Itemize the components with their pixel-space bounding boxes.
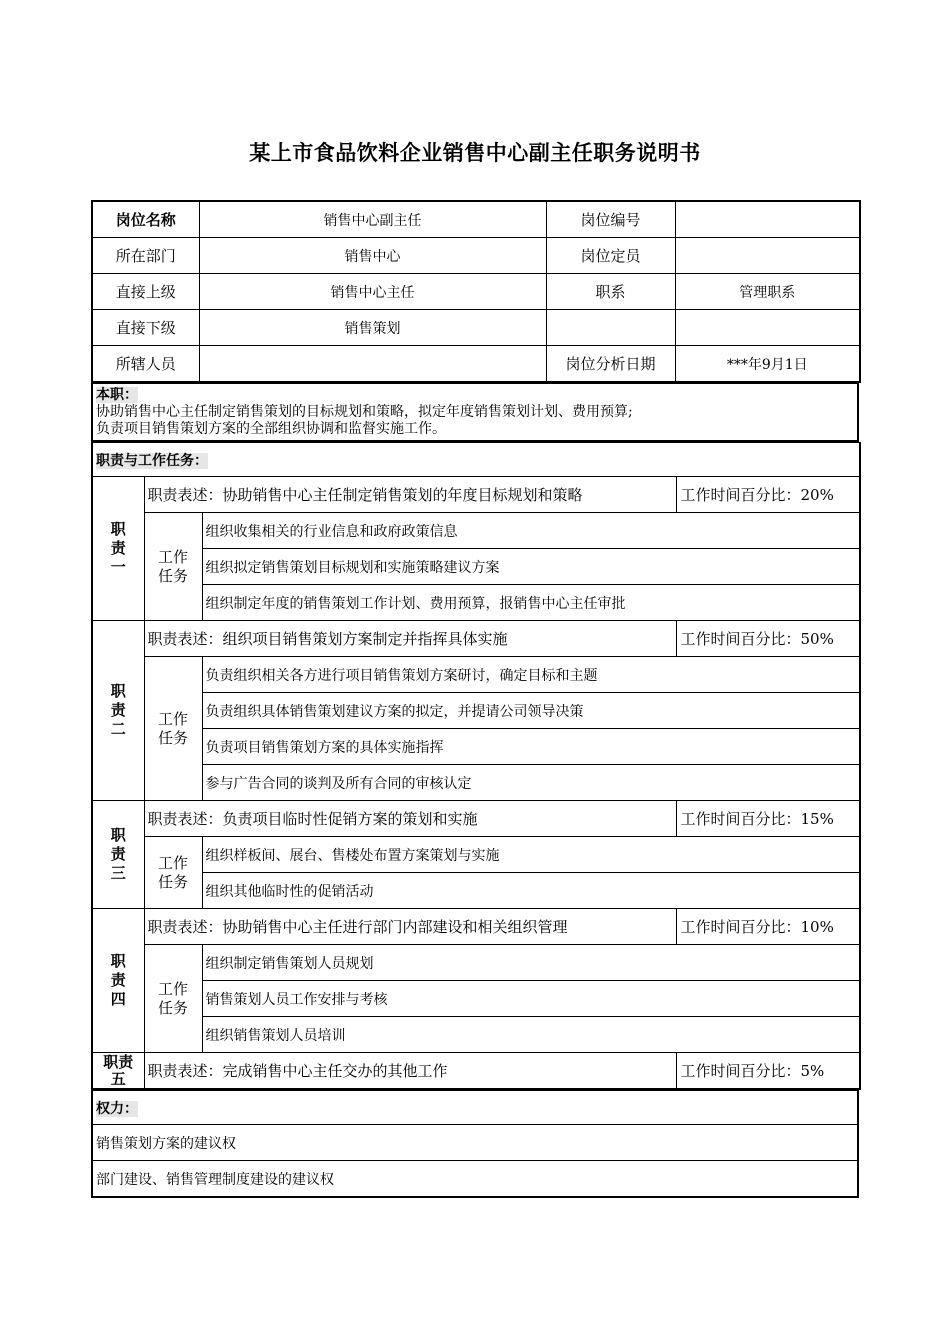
duty-percentage: 工作时间百分比：15%: [676, 801, 860, 837]
duty-name: 职责 五: [92, 1053, 144, 1090]
duty-percentage: 工作时间百分比：50%: [676, 621, 860, 657]
work-tasks-label: 工作 任务: [144, 657, 202, 801]
authority-heading: 权力：: [96, 1100, 138, 1117]
task-item: 组织拟定销售策划目标规划和实施策略建议方案: [202, 549, 860, 585]
core-duty-table: [91, 383, 859, 442]
info-row: [92, 274, 860, 310]
task-item: 组织销售策划人员培训: [202, 1017, 860, 1053]
duties-table: [91, 442, 861, 1090]
info-value: 销售策划: [199, 310, 546, 346]
info-label: [546, 310, 675, 346]
info-value: 管理职系: [675, 274, 860, 310]
task-item: 负责组织相关各方进行项目销售策划方案研讨，确定目标和主题: [202, 657, 860, 693]
authority-table: [91, 1090, 859, 1198]
info-label: 岗位定员: [546, 238, 675, 274]
info-row: [92, 238, 860, 274]
info-label: 直接上级: [92, 274, 199, 310]
duty-desc: 职责表述：协助销售中心主任进行部门内部建设和相关组织管理: [144, 909, 676, 945]
core-duty-line: 负责项目销售策划方案的全部组织协调和监督实施工作。: [96, 421, 446, 437]
info-label: 岗位分析日期: [546, 346, 675, 383]
work-tasks-label: 工作 任务: [144, 945, 202, 1053]
duty-name: 职 责 二: [92, 621, 144, 801]
info-value: [675, 201, 860, 238]
task-item: 负责组织具体销售策划建议方案的拟定，并提请公司领导决策: [202, 693, 860, 729]
core-duty-line: 协助销售中心主任制定销售策划的目标规划和策略，拟定年度销售策划计划、费用预算;: [96, 404, 633, 420]
task-item: 组织收集相关的行业信息和政府政策信息: [202, 513, 860, 549]
duty-name: 职 责 一: [92, 477, 144, 621]
info-value: 销售中心主任: [199, 274, 546, 310]
info-value: 销售中心副主任: [199, 201, 546, 238]
duty-percentage: 工作时间百分比：10%: [676, 909, 860, 945]
duty-percentage: 工作时间百分比：20%: [676, 477, 860, 513]
duties-heading: 职责与工作任务：: [96, 452, 208, 469]
duties-heading-cell: [92, 443, 860, 477]
work-tasks-label: 工作 任务: [144, 837, 202, 909]
work-tasks-label: 工作 任务: [144, 513, 202, 621]
duty-row: [92, 801, 860, 837]
document-title: 某上市食品饮料企业销售中心副主任职务说明书: [249, 141, 701, 165]
info-label: 岗位编号: [546, 201, 675, 238]
task-item: 负责项目销售策划方案的具体实施指挥: [202, 729, 860, 765]
authority-item: 销售策划方案的建议权: [92, 1125, 858, 1161]
duty-desc: 职责表述：组织项目销售策划方案制定并指挥具体实施: [144, 621, 676, 657]
info-label: 岗位名称: [92, 201, 199, 238]
task-item: 组织其他临时性的促销活动: [202, 873, 860, 909]
job-description-document: [91, 200, 859, 1198]
info-row: [92, 201, 860, 238]
info-value: [675, 310, 860, 346]
authority-heading-cell: [92, 1091, 858, 1125]
info-label: 所在部门: [92, 238, 199, 274]
task-item: 组织样板间、展台、售楼处布置方案策划与实施: [202, 837, 860, 873]
duty-name: 职 责 四: [92, 909, 144, 1053]
task-item: 组织制定销售策划人员规划: [202, 945, 860, 981]
task-item: 参与广告合同的谈判及所有合同的审核认定: [202, 765, 860, 801]
info-label: 职系: [546, 274, 675, 310]
info-row: [92, 346, 860, 383]
core-duty-cell: [92, 384, 858, 442]
duty-percentage: 工作时间百分比：5%: [676, 1053, 860, 1090]
task-item: 组织制定年度的销售策划工作计划、费用预算，报销售中心主任审批: [202, 585, 860, 621]
authority-item: 部门建设、销售管理制度建设的建议权: [92, 1161, 858, 1198]
info-value: 销售中心: [199, 238, 546, 274]
duty-row: [92, 621, 860, 657]
duty-row: [92, 909, 860, 945]
info-value: ***年9月1日: [675, 346, 860, 383]
duty-row: [92, 1053, 860, 1090]
info-label: 直接下级: [92, 310, 199, 346]
core-duty-heading: 本职：: [96, 387, 138, 403]
task-item: 销售策划人员工作安排与考核: [202, 981, 860, 1017]
info-row: [92, 310, 860, 346]
duty-desc: 职责表述：完成销售中心主任交办的其他工作: [144, 1053, 676, 1090]
basic-info-table: [91, 200, 861, 383]
info-value: [199, 346, 546, 383]
duty-desc: 职责表述：协助销售中心主任制定销售策划的年度目标规划和策略: [144, 477, 676, 513]
info-label: 所辖人员: [92, 346, 199, 383]
duty-name: 职 责 三: [92, 801, 144, 909]
info-value: [675, 238, 860, 274]
duty-desc: 职责表述：负责项目临时性促销方案的策划和实施: [144, 801, 676, 837]
duty-row: [92, 477, 860, 513]
